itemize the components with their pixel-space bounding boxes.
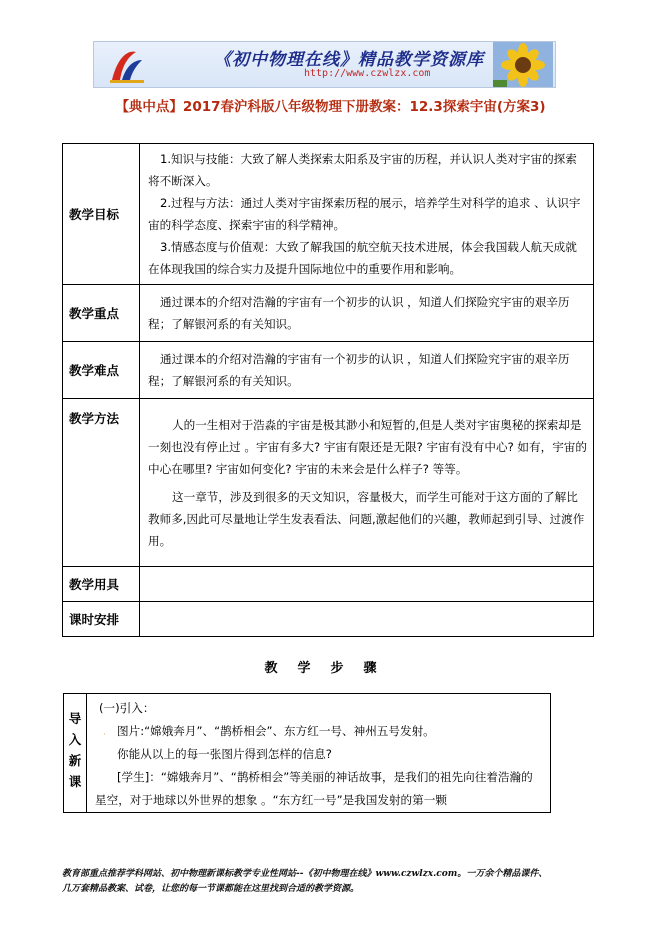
tools-content bbox=[140, 567, 594, 602]
logo-icon bbox=[106, 46, 146, 86]
table-row bbox=[63, 567, 594, 602]
goals-paragraph-3: 3.情感态度与价值观：大致了解我国的航空航天技术进展，体会我国载人航天成就在体现我国的综合实力及提升国际地位中的重要作用和影响。 bbox=[148, 240, 577, 276]
goals-paragraph-1: 1.知识与技能：大致了解人类探索太阳系及宇宙的历程，并认识人类对宇宙的探索将不断深入。 bbox=[148, 152, 577, 188]
table-row bbox=[63, 602, 594, 637]
intro-section-content bbox=[87, 694, 551, 813]
table-row bbox=[63, 399, 594, 567]
key-points-content bbox=[140, 285, 594, 342]
banner-url: http://www.czwlzx.com bbox=[304, 68, 431, 79]
intro-section-label bbox=[64, 694, 87, 813]
difficulties-content bbox=[140, 342, 594, 399]
label-char: 入 bbox=[68, 732, 82, 747]
schedule-label: 课时安排 bbox=[63, 602, 140, 637]
methods-paragraph-1: 人的一生相对于浩淼的宇宙是极其渺小和短暂的,但是人类对宇宙奥秘的探索却是一刻也没有停止过 。宇宙有多大? 宇宙有限还是无限? 宇宙有没有中心? 如有，宇宙的中心在哪里? 宇宙如何变化? 宇宙的未来会是什么样子? 等等。 bbox=[148, 417, 587, 476]
key-points-label: 教学重点 bbox=[63, 285, 140, 342]
document-title: 【典中点】2017春沪科版八年级物理下册教案：12.3探索宇宙(方案3) bbox=[115, 99, 546, 115]
steps-heading: 教学步骤 bbox=[264, 661, 397, 676]
goals-label: 教学目标 bbox=[63, 144, 140, 285]
label-char: 导 bbox=[68, 711, 82, 726]
key-points-text: 通过课本的介绍对浩瀚的宇宙有一个初步的认识 ，知道人们探险究宇宙的艰辛历程；了解银河系的有关知识。 bbox=[148, 295, 570, 331]
intro-line-1 bbox=[95, 720, 544, 743]
schedule-content bbox=[140, 602, 594, 637]
table-row bbox=[63, 342, 594, 399]
lesson-plan-table bbox=[62, 143, 594, 637]
footer-line-1: 教育部重点推荐学科网站、初中物理新课标教学专业性网站--《初中物理在线》www.czwlzx.com。一万余个精品课件、 bbox=[62, 869, 548, 879]
methods-content bbox=[140, 399, 594, 567]
difficulties-label: 教学难点 bbox=[63, 342, 140, 399]
table-row bbox=[63, 285, 594, 342]
banner-title: 《初中物理在线》精品教学资源库 bbox=[214, 50, 484, 70]
label-char: 新 bbox=[68, 753, 82, 768]
methods-label: 教学方法 bbox=[63, 399, 140, 567]
methods-paragraph-2: 这一章节，涉及到很多的天文知识，容量极大，而学生可能对于这方面的了解比教师多,因此可尽量地让学生发表看法、问题,激起他们的兴趣，教师起到引导、过渡作用。 bbox=[148, 489, 585, 548]
goals-paragraph-2: 2.过程与方法：通过人类对宇宙探索历程的展示，培养学生对科学的追求 、认识宇宙的科学态度、探索宇宙的科学精神。 bbox=[148, 196, 581, 232]
table-row bbox=[63, 144, 594, 285]
difficulties-text: 通过课本的介绍对浩瀚的宇宙有一个初步的认识 ，知道人们探险究宇宙的艰辛历程；了解银河系的有关知识。 bbox=[148, 352, 570, 388]
header-banner bbox=[93, 41, 556, 88]
footer-line-2: 几万套精品教案、试卷，让您的每一节课都能在这里找到合适的教学资源。 bbox=[62, 884, 360, 894]
tools-label: 教学用具 bbox=[63, 567, 140, 602]
intro-line-1-text: 图片:“嫦娥奔月”、“鹊桥相会”、东方红一号、神州五号发射。 bbox=[117, 724, 435, 738]
table-row bbox=[64, 694, 551, 813]
sunflower-icon bbox=[493, 42, 553, 88]
page-footer bbox=[62, 867, 602, 897]
label-char: 课 bbox=[68, 774, 82, 789]
intro-line-2: 你能从以上的每一张图片得到怎样的信息? bbox=[117, 747, 332, 761]
teaching-steps-table bbox=[63, 693, 551, 813]
intro-sub-heading: (一)引入： bbox=[99, 701, 155, 715]
bullet-mark-icon: · bbox=[103, 730, 106, 740]
goals-content bbox=[140, 144, 594, 285]
intro-line-3: [学生]：“嫦娥奔月”、“鹊桥相会”等美丽的神话故事，是我们的祖先向往着浩瀚的星空，对于地球以外世界的想象 。“东方红一号”是我国发射的第一颗 bbox=[95, 770, 533, 807]
